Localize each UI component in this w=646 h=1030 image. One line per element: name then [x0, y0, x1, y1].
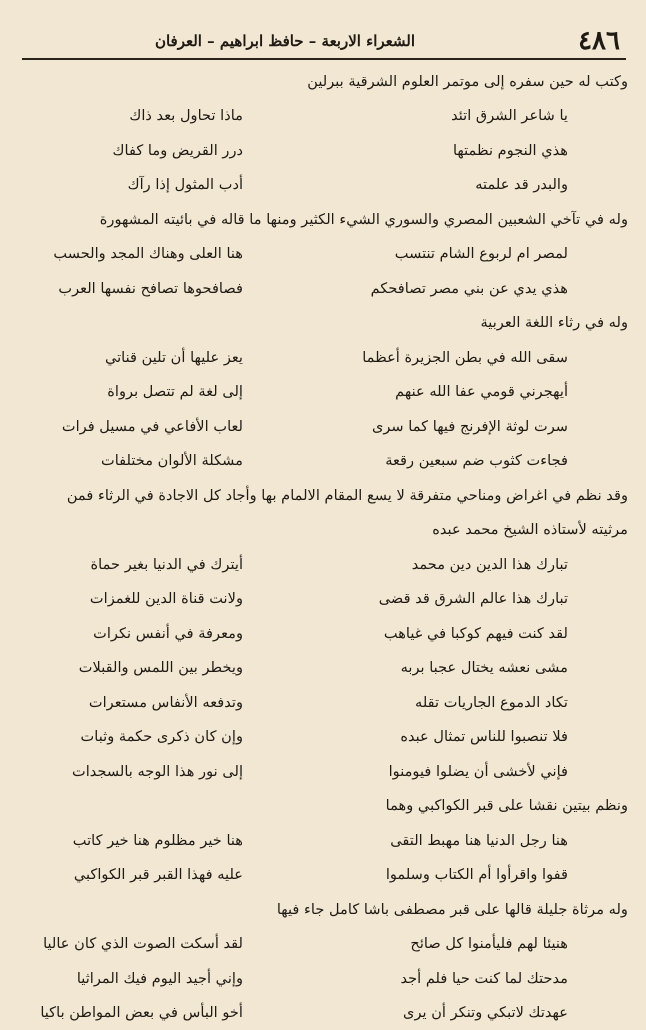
verse-line [0, 375, 646, 410]
prose-text: وله مرثاة جليلة قالها على قبر مصطفى باشا كامل جاء فيها [277, 901, 628, 918]
header-rule [22, 58, 626, 60]
verse-line [0, 685, 646, 720]
verse-first-hemistich: والبدر قد علمته [323, 176, 628, 193]
verse-first-hemistich: سرت لوثة الإفرنج فيها كما سرى [323, 418, 628, 435]
verse-second-hemistich: درر القريض وما كفاك [18, 142, 323, 159]
verse-second-hemistich: وإن كان ذكرى حكمة وثبات [18, 728, 323, 745]
prose-line [0, 513, 646, 548]
prose-text: وكتب له حين سفره إلى موتمر العلوم الشرقية ببرلين [307, 73, 628, 90]
verse-line [0, 409, 646, 444]
prose-line [0, 64, 646, 99]
verse-second-hemistich: أخو البأس في بعض المواطن باكيا [18, 1004, 323, 1021]
page-header [30, 26, 620, 56]
verse-line [0, 271, 646, 306]
verse-second-hemistich: عليه فهذا القبر قبر الكواكبي [18, 866, 323, 883]
verse-first-hemistich: هنا رجل الدنيا هنا مهبط التقى [323, 832, 628, 849]
verse-first-hemistich: مشى نعشه يختال عجبا بربه [323, 659, 628, 676]
verse-first-hemistich: تكاد الدموع الجاريات تقله [323, 694, 628, 711]
verse-first-hemistich: قفوا واقرأوا أم الكتاب وسلموا [323, 866, 628, 883]
verse-second-hemistich: ولانت قناة الدين للغمزات [18, 590, 323, 607]
verse-first-hemistich: هذي يدي عن بني مصر تصافحكم [323, 280, 628, 297]
verse-second-hemistich: وتدفعه الأنفاس مستعرات [18, 694, 323, 711]
prose-line [0, 892, 646, 927]
verse-line [0, 340, 646, 375]
verse-line [0, 961, 646, 996]
verse-line [0, 616, 646, 651]
verse-line [0, 823, 646, 858]
verse-line [0, 754, 646, 789]
verse-second-hemistich: مشكلة الألوان مختلفات [18, 452, 323, 469]
prose-text: وله في رثاء اللغة العربية [480, 314, 628, 331]
verse-second-hemistich: هنا خير مظلوم هنا خير كاتب [18, 832, 323, 849]
verse-second-hemistich: يعز عليها أن تلين قناتي [18, 349, 323, 366]
verse-first-hemistich: أيهجرني قومي عفا الله عنهم [323, 383, 628, 400]
running-title: الشعراء الاربعة – حافظ ابراهيم – العرفان [30, 32, 540, 50]
verse-second-hemistich: هنا العلى وهناك المجد والحسب [18, 245, 323, 262]
verse-line [0, 237, 646, 272]
verse-first-hemistich: لقد كنت فيهم كوكبا في غياهب [323, 625, 628, 642]
verse-line [0, 547, 646, 582]
verse-first-hemistich: هنيئا لهم فليأمنوا كل صائح [323, 935, 628, 952]
verse-second-hemistich: أدب المثول إذا رآك [18, 176, 323, 193]
verse-first-hemistich: هذي النجوم نظمتها [323, 142, 628, 159]
verse-line [0, 651, 646, 686]
verse-second-hemistich: ماذا تحاول بعد ذاك [18, 107, 323, 124]
verse-first-hemistich: تبارك هذا عالم الشرق قد قضى [323, 590, 628, 607]
verse-line [0, 996, 646, 1030]
verse-line [0, 168, 646, 203]
prose-text: وقد نظم في اغراض ومناحي متفرقة لا يسع المقام الالمام بها وأجاد كل الاجادة في الرثاء فمن [67, 487, 628, 504]
verse-first-hemistich: فلا تنصبوا للناس تمثال عبده [323, 728, 628, 745]
verse-second-hemistich: ويخطر بين اللمس والقبلات [18, 659, 323, 676]
verse-line [0, 133, 646, 168]
verse-second-hemistich: وإني أجيد اليوم فيك المراثيا [18, 970, 323, 987]
prose-line [0, 478, 646, 513]
verse-second-hemistich: لعاب الأفاعي في مسيل فرات [18, 418, 323, 435]
verse-line [0, 444, 646, 479]
verse-line [0, 99, 646, 134]
verse-second-hemistich: فصافحوها تصافح نفسها العرب [18, 280, 323, 297]
verse-first-hemistich: تبارك هذا الدين دين محمد [323, 556, 628, 573]
verse-line [0, 927, 646, 962]
verse-second-hemistich: إلى نور هذا الوجه بالسجدات [18, 763, 323, 780]
verse-second-hemistich: إلى لغة لم تتصل برواة [18, 383, 323, 400]
prose-text: وله في تآخي الشعبين المصري والسوري الشيء الكثير ومنها ما قاله في بائيته المشهورة [100, 211, 628, 228]
verse-second-hemistich: ومعرفة في أنفس نكرات [18, 625, 323, 642]
prose-line [0, 306, 646, 341]
verse-line [0, 582, 646, 617]
verse-first-hemistich: يا شاعر الشرق اتئد [323, 107, 628, 124]
verse-second-hemistich: أيترك في الدنيا بغير حماة [18, 556, 323, 573]
page-number: ٤٨٦ [578, 26, 620, 56]
prose-line [0, 202, 646, 237]
verse-first-hemistich: عهدتك لاتبكي وتنكر أن يرى [323, 1004, 628, 1021]
verse-first-hemistich: سقى الله في بطن الجزيرة أعظما [323, 349, 628, 366]
prose-text: مرثيته لأستاذه الشيخ محمد عبده [432, 521, 628, 538]
verse-line [0, 858, 646, 893]
verse-second-hemistich: لقد أسكت الصوت الذي كان عاليا [18, 935, 323, 952]
verse-first-hemistich: فجاءت كثوب ضم سبعين رقعة [323, 452, 628, 469]
verse-first-hemistich: لمصر ام لربوع الشام تنتسب [323, 245, 628, 262]
prose-line [0, 789, 646, 824]
verse-first-hemistich: فإني لأخشى أن يضلوا فيومنوا [323, 763, 628, 780]
verse-first-hemistich: مدحتك لما كنت حيا فلم أجد [323, 970, 628, 987]
prose-text: ونظم بيتين نقشا على قبر الكواكبي وهما [386, 797, 628, 814]
verse-line [0, 720, 646, 755]
page-body [0, 64, 646, 1009]
